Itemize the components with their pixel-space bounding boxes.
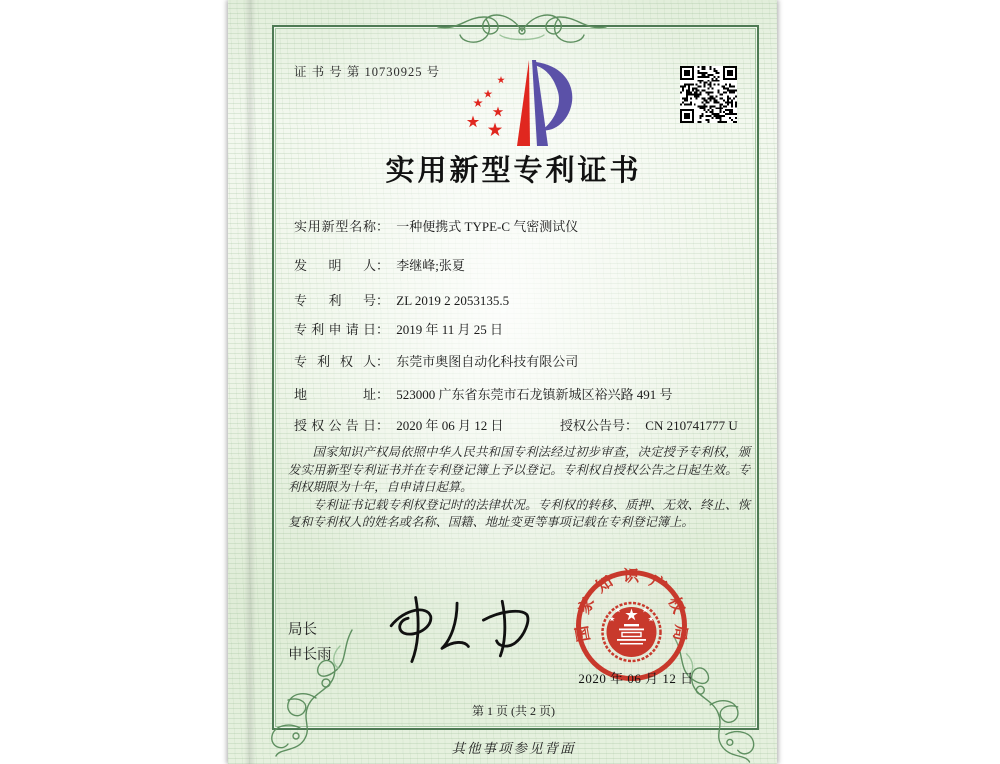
cnipa-logo-icon bbox=[450, 54, 576, 152]
handwritten-signature bbox=[378, 590, 538, 670]
field-value: 523000 广东省东莞市石龙镇新城区裕兴路 491 号 bbox=[396, 387, 673, 402]
field-row-patent-no bbox=[294, 290, 509, 309]
field-label: 授权公告日 bbox=[294, 418, 376, 433]
field-value: CN 210741777 U bbox=[645, 418, 738, 433]
commissioner-title: 局长 bbox=[288, 622, 317, 638]
field-value: 一种便携式 TYPE-C 气密测试仪 bbox=[396, 219, 579, 234]
field-label: 实用新型名称 bbox=[294, 219, 376, 234]
field-label: 专利权人 bbox=[294, 354, 376, 369]
seal-date: 2020 年 06 月 12 日 bbox=[578, 671, 694, 686]
field-row-name bbox=[294, 216, 578, 235]
page-number: 第 1 页 (共 2 页) bbox=[472, 704, 555, 718]
colon: ： bbox=[625, 418, 639, 433]
certificate-title: 实用新型专利证书 bbox=[385, 155, 642, 187]
legal-paragraph-2: 专利证书记载专利权登记时的法律状况。专利权的转移、质押、无效、终止、恢复和专利权人的姓名或名称、国籍、地址变更等事项记载在专利登记簿上。 bbox=[288, 497, 750, 530]
field-grant-number bbox=[560, 415, 738, 434]
field-value: 2020 年 06 月 12 日 bbox=[396, 418, 504, 433]
field-row-inventor bbox=[294, 255, 465, 274]
back-side-note: 其他事项参见背面 bbox=[451, 741, 576, 756]
field-value: 2019 年 11 月 25 日 bbox=[396, 322, 504, 337]
field-row-address bbox=[294, 384, 673, 403]
field-row-patentee bbox=[294, 351, 578, 370]
field-value: 东莞市奥图自动化科技有限公司 bbox=[396, 354, 579, 369]
colon: ： bbox=[376, 322, 390, 337]
field-label: 授权公告号 bbox=[560, 418, 626, 433]
colon: ： bbox=[376, 418, 390, 433]
field-value: ZL 2019 2 2053135.5 bbox=[396, 293, 510, 308]
field-label: 专利申请日 bbox=[294, 322, 376, 337]
top-flourish-ornament bbox=[436, 5, 608, 49]
field-label: 发明人 bbox=[294, 258, 376, 273]
colon: ： bbox=[376, 293, 390, 308]
certificate-page bbox=[228, 0, 777, 764]
commissioner-name: 申长雨 bbox=[288, 647, 332, 663]
field-row-filing-date bbox=[294, 319, 503, 338]
field-label: 地址 bbox=[294, 387, 376, 402]
legal-text-block bbox=[288, 444, 750, 532]
colon: ： bbox=[376, 219, 390, 234]
colon: ： bbox=[376, 258, 390, 273]
legal-paragraph-1: 国家知识产权局依照中华人民共和国专利法经过初步审查，决定授予专利权，颁发实用新型专利证书并在专利登记簿上予以登记。专利权自授权公告之日起生效。专利权期限为十年，自申请日起算。 bbox=[288, 445, 750, 495]
seal-ring-text: 国家知识产权局 bbox=[573, 568, 690, 643]
certificate-number: 证 书 号 第 10730925 号 bbox=[294, 65, 441, 79]
colon: ： bbox=[376, 354, 390, 369]
colon: ： bbox=[376, 387, 390, 402]
field-value: 李继峰;张夏 bbox=[396, 258, 465, 273]
qr-code bbox=[680, 66, 737, 123]
field-label: 专利号 bbox=[294, 293, 376, 308]
field-row-grant-date bbox=[294, 415, 738, 434]
